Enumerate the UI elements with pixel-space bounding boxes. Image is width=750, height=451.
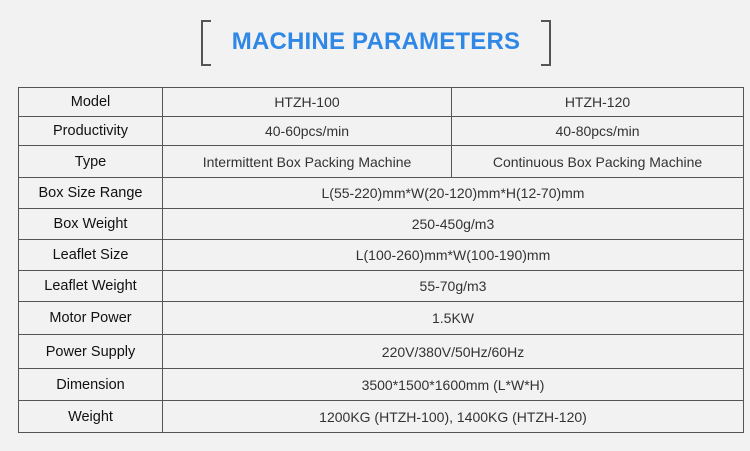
- row-label: Model: [19, 88, 163, 117]
- table-row-power-supply: [19, 335, 744, 369]
- cell-value: 40-80pcs/min: [452, 117, 744, 146]
- cell-value: L(100-260)mm*W(100-190)mm: [163, 240, 744, 271]
- cell-value: 55-70g/m3: [163, 271, 744, 302]
- model-htzh-100: HTZH-100: [163, 88, 452, 117]
- parameters-table: [18, 87, 744, 433]
- row-label: Productivity: [19, 117, 163, 146]
- row-label: Weight: [19, 401, 163, 433]
- table-row-leaflet-weight: [19, 271, 744, 302]
- table-row-box-size-range: [19, 178, 744, 209]
- page-title: MACHINE PARAMETERS: [231, 28, 521, 55]
- row-label: Leaflet Size: [19, 240, 163, 271]
- cell-value: 3500*1500*1600mm (L*W*H): [163, 369, 744, 401]
- row-label: Power Supply: [19, 335, 163, 369]
- table-row-leaflet-size: [19, 240, 744, 271]
- row-label: Box Size Range: [19, 178, 163, 209]
- table-row-weight: [19, 401, 744, 433]
- table-row-productivity: [19, 117, 744, 146]
- cell-value: 220V/380V/50Hz/60Hz: [163, 335, 744, 369]
- model-htzh-120: HTZH-120: [452, 88, 744, 117]
- table-row-model: [19, 88, 744, 117]
- cell-value: 250-450g/m3: [163, 209, 744, 240]
- table-row-box-weight: [19, 209, 744, 240]
- table-row-motor-power: [19, 302, 744, 335]
- cell-value: 1200KG (HTZH-100), 1400KG (HTZH-120): [163, 401, 744, 433]
- row-label: Type: [19, 146, 163, 178]
- cell-value: 1.5KW: [163, 302, 744, 335]
- row-label: Leaflet Weight: [19, 271, 163, 302]
- cell-value: Intermittent Box Packing Machine: [163, 146, 452, 178]
- title-banner: [201, 20, 551, 66]
- row-label: Box Weight: [19, 209, 163, 240]
- table-row-type: [19, 146, 744, 178]
- cell-value: Continuous Box Packing Machine: [452, 146, 744, 178]
- row-label: Dimension: [19, 369, 163, 401]
- cell-value: 40-60pcs/min: [163, 117, 452, 146]
- table-row-dimension: [19, 369, 744, 401]
- row-label: Motor Power: [19, 302, 163, 335]
- cell-value: L(55-220)mm*W(20-120)mm*H(12-70)mm: [163, 178, 744, 209]
